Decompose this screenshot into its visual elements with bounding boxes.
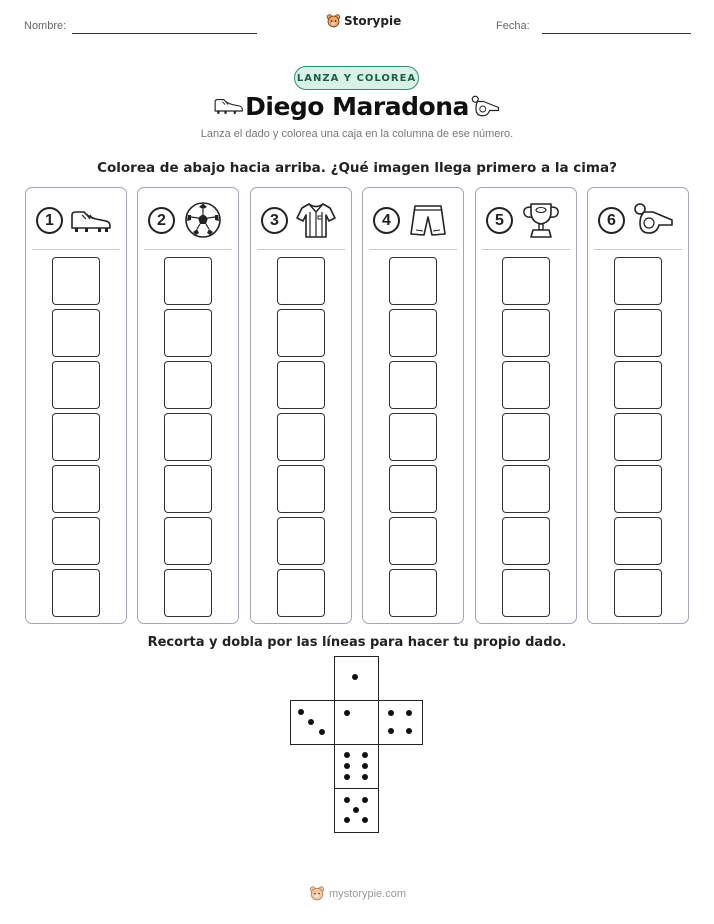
color-box[interactable] [502,309,550,357]
color-box[interactable] [614,257,662,305]
color-box[interactable] [502,517,550,565]
color-box[interactable] [277,465,325,513]
color-box[interactable] [52,257,100,305]
bear-icon [309,885,325,902]
die-instruction: Recorta y dobla por las líneas para hacer tu propio dado. [147,635,567,650]
color-box[interactable] [389,517,437,565]
color-box[interactable] [502,569,550,617]
color-box[interactable] [277,361,325,409]
referee-shirt-icon [294,200,338,240]
color-box[interactable] [277,569,325,617]
color-box[interactable] [164,465,212,513]
die-pip [344,774,350,780]
color-box[interactable] [502,361,550,409]
die-pip [352,674,358,680]
trophy-icon [519,200,563,240]
die-pip [344,797,350,803]
color-box[interactable] [389,309,437,357]
die-pip [406,710,412,716]
color-box[interactable] [164,361,212,409]
footer-url: mystorypie.com [329,887,407,900]
brand-name: Storypie [344,14,402,28]
color-box[interactable] [52,361,100,409]
column-4 [362,187,464,624]
whistle-icon [631,200,675,240]
die-pip [298,709,304,715]
color-box[interactable] [277,309,325,357]
color-box[interactable] [52,413,100,461]
color-box[interactable] [389,361,437,409]
column-number: 5 [486,207,513,234]
column-3 [250,187,352,624]
die-face-1 [334,700,379,745]
die-pip [362,797,368,803]
die-face-1 [334,656,379,701]
color-box[interactable] [164,517,212,565]
column-1 [25,187,127,624]
color-box[interactable] [164,413,212,461]
color-box[interactable] [277,413,325,461]
die-face-6 [334,744,379,789]
color-box[interactable] [277,517,325,565]
color-box[interactable] [614,517,662,565]
activity-badge: LANZA Y COLOREA [294,66,419,90]
die-pip [388,710,394,716]
color-box[interactable] [614,465,662,513]
die-face-5 [334,788,379,833]
die-pip [344,817,350,823]
name-label: Nombre: [24,20,67,32]
color-box[interactable] [614,569,662,617]
die-face-4 [378,700,423,745]
column-number: 1 [36,207,63,234]
brand-logo [326,13,401,29]
soccer-cleat-icon [69,200,113,240]
color-box[interactable] [389,569,437,617]
bear-icon [326,13,341,29]
color-box[interactable] [164,569,212,617]
title-whistle-icon [470,94,500,118]
color-box[interactable] [502,257,550,305]
column-number: 6 [598,207,625,234]
die-pip [353,807,359,813]
color-box[interactable] [502,465,550,513]
date-label: Fecha: [496,20,530,32]
name-line [72,33,257,34]
color-box[interactable] [614,413,662,461]
die-pip [344,763,350,769]
color-box[interactable] [614,361,662,409]
color-box[interactable] [389,465,437,513]
coloring-instruction: Colorea de abajo hacia arriba. ¿Qué imagen llega primero a la cima? [97,160,617,176]
column-number: 2 [148,207,175,234]
column-6 [587,187,689,624]
die-pip [319,729,325,735]
color-box[interactable] [502,413,550,461]
color-box[interactable] [389,257,437,305]
color-box[interactable] [52,465,100,513]
shorts-icon [406,200,450,240]
page-subtitle: Lanza el dado y colorea una caja en la columna de ese número. [200,128,514,140]
soccer-ball-icon [181,200,225,240]
date-line [542,33,691,34]
die-pip [344,710,350,716]
column-number: 3 [261,207,288,234]
die-pip [362,817,368,823]
die-pip [362,752,368,758]
page-title: Diego Maradona [245,92,469,121]
color-box[interactable] [164,257,212,305]
color-box[interactable] [389,413,437,461]
column-2 [137,187,239,624]
color-box[interactable] [52,569,100,617]
color-box[interactable] [52,309,100,357]
color-box[interactable] [164,309,212,357]
die-face-3 [290,700,335,745]
die-pip [344,752,350,758]
die-pip [362,763,368,769]
die-pip [362,774,368,780]
column-5 [475,187,577,624]
die-pip [388,728,394,734]
die-pip [308,719,314,725]
die-pip [406,728,412,734]
color-box[interactable] [614,309,662,357]
color-box[interactable] [52,517,100,565]
footer [309,885,406,902]
column-number: 4 [373,207,400,234]
color-box[interactable] [277,257,325,305]
